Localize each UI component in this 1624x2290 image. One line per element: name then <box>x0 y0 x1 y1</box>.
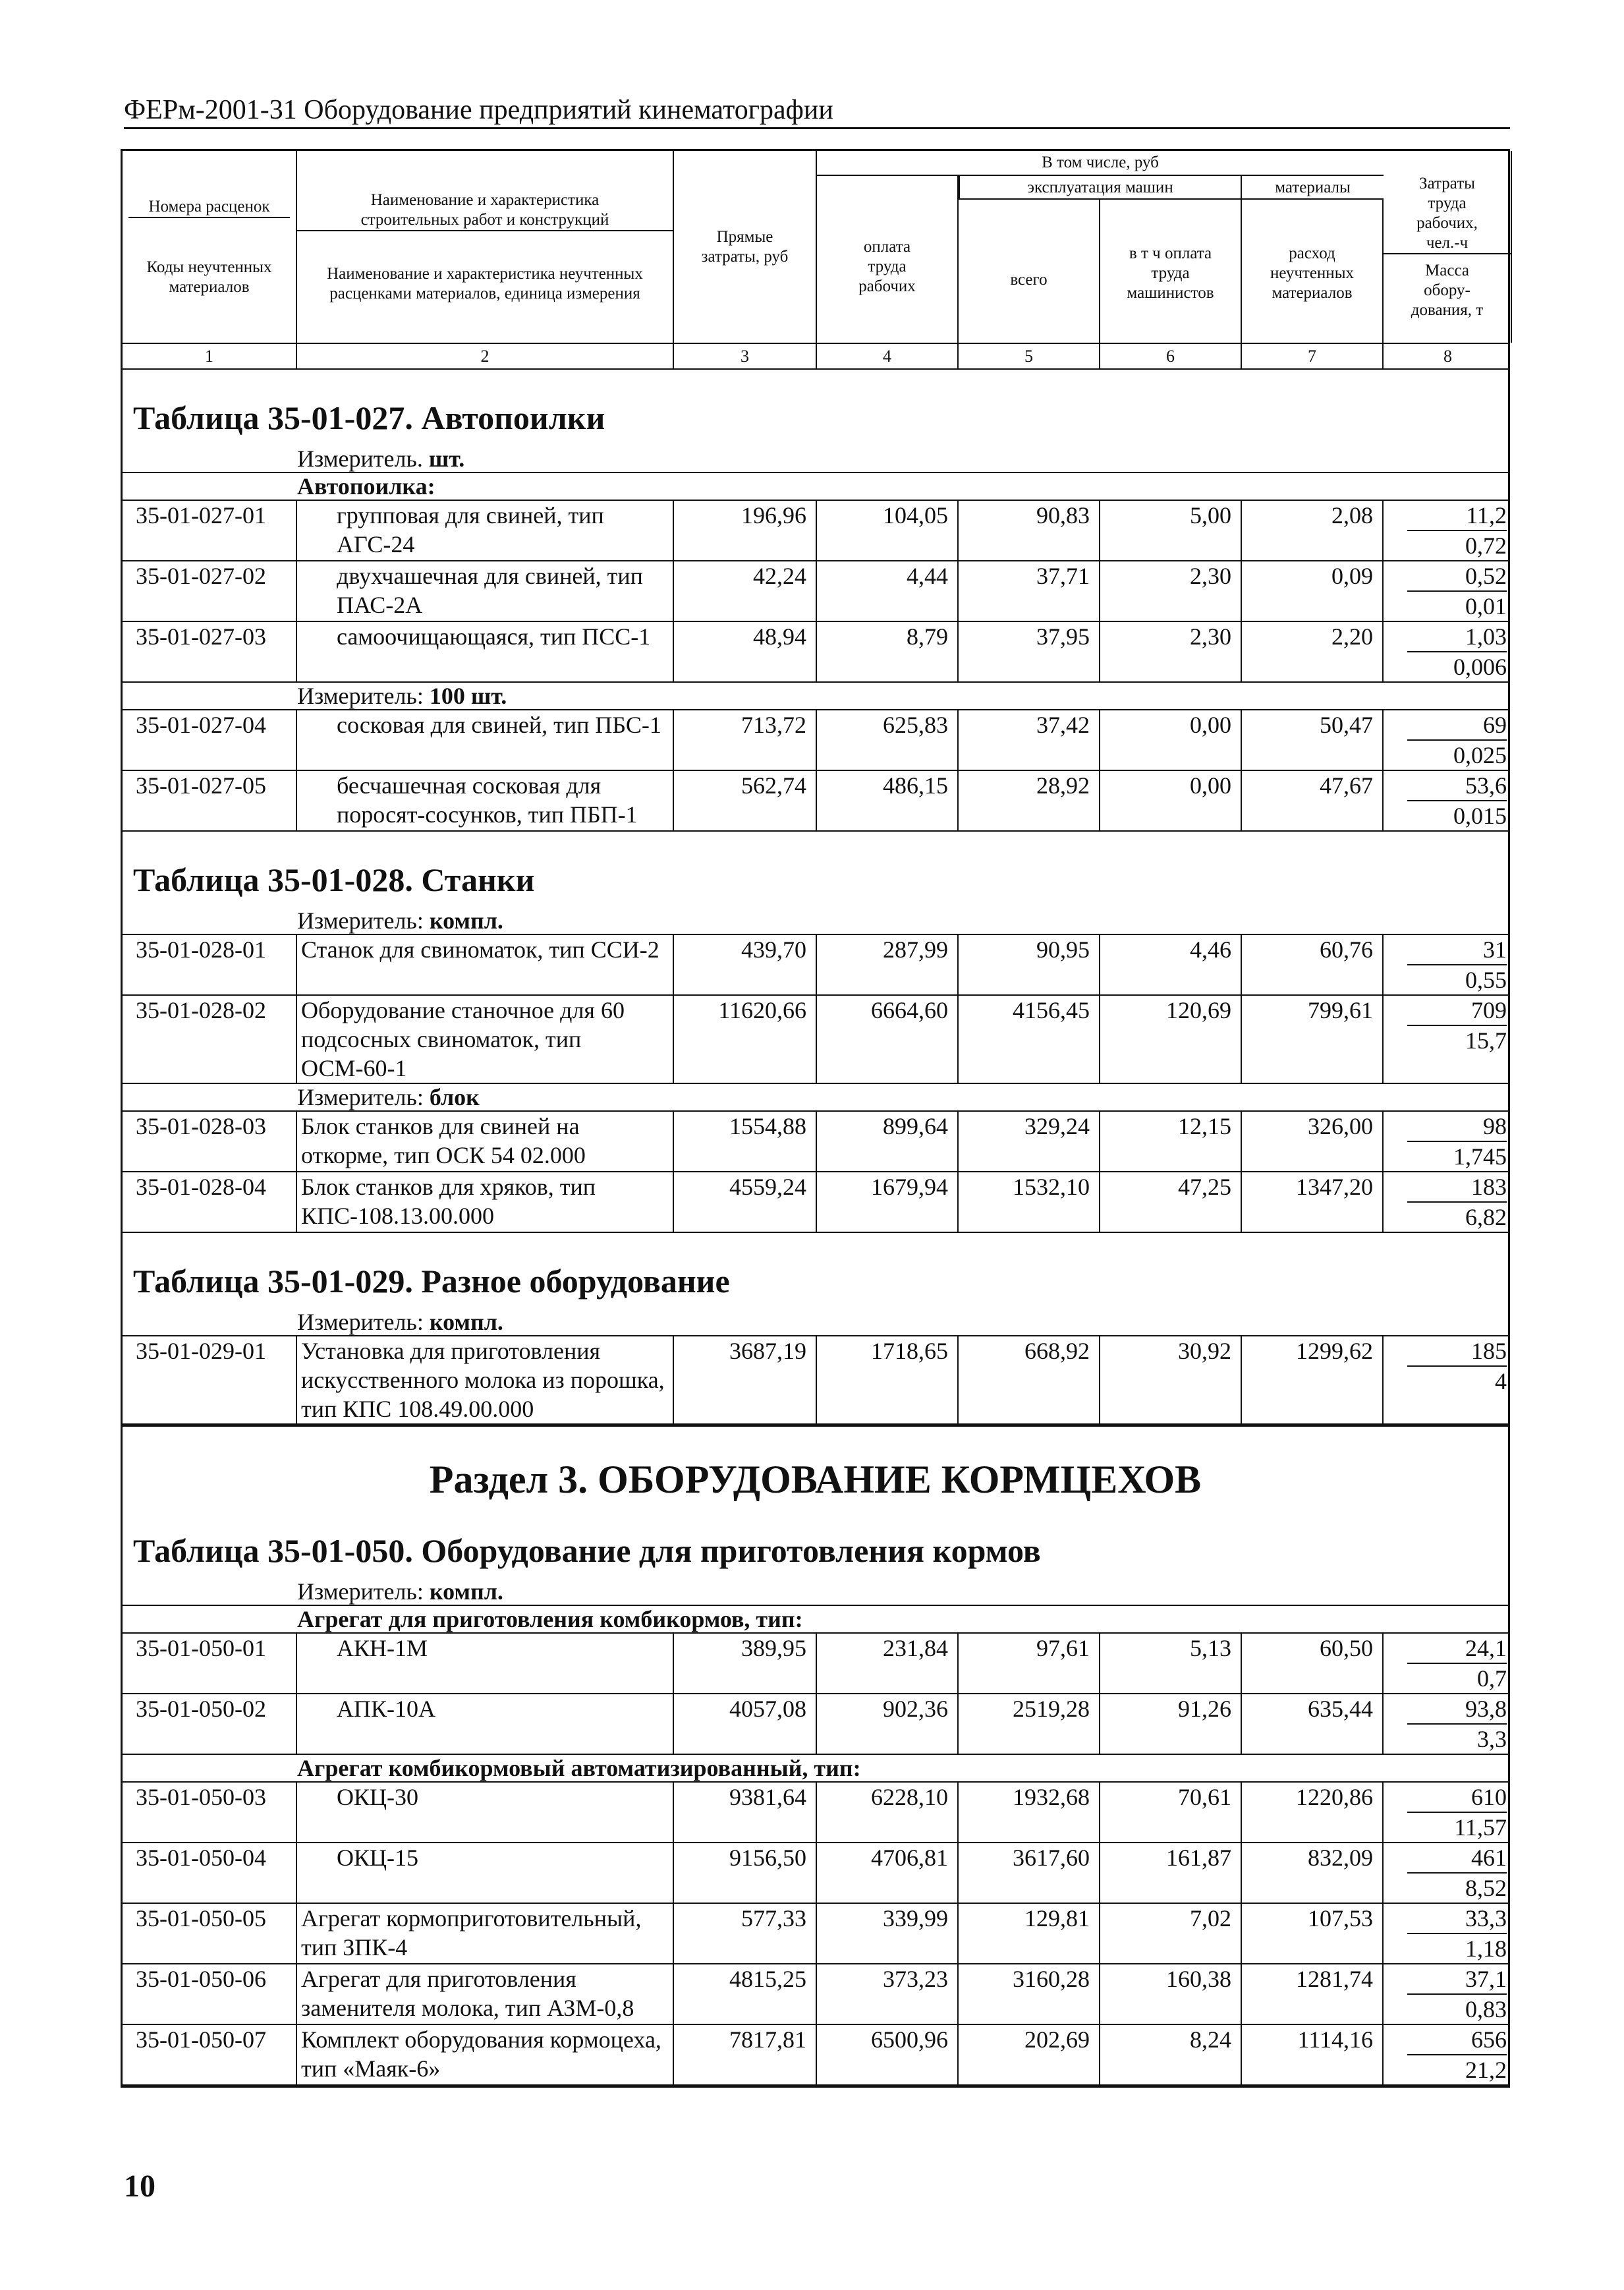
direct-cost: 11620,66 <box>674 996 817 1083</box>
labor-hours: 93,8 <box>1407 1694 1507 1725</box>
direct-cost: 4559,24 <box>674 1172 817 1232</box>
machinist-pay: 161,87 <box>1100 1843 1242 1903</box>
colnum: 5 <box>959 344 1100 368</box>
rate-code: 35-01-028-01 <box>123 935 297 994</box>
machinist-pay: 2,30 <box>1100 622 1242 681</box>
labor-and-mass <box>1384 1634 1512 1693</box>
labor-and-mass <box>1384 935 1512 994</box>
rate-code: 35-01-050-06 <box>123 1964 297 2024</box>
labor-pay: 6500,96 <box>817 2025 959 2084</box>
rate-code: 35-01-027-02 <box>123 561 297 621</box>
rate-name: Комплект оборудования кормоцеха, тип «Маяк-6» <box>297 2025 674 2084</box>
table-row <box>123 1172 1508 1233</box>
direct-cost: 562,74 <box>674 771 817 830</box>
table-row <box>123 1964 1508 2025</box>
table-row <box>123 1843 1508 1904</box>
labor-hours: 69 <box>1407 710 1507 741</box>
materials-cost: 60,76 <box>1242 935 1384 994</box>
labor-pay: 104,05 <box>817 501 959 560</box>
group-heading: Агрегат комбикормовый автоматизированный, тип: <box>123 1755 1508 1783</box>
measure-unit-line <box>123 1084 1508 1112</box>
colnum: 2 <box>297 344 674 368</box>
header-col2-top: Наименование и характеристика строительных работ и конструкций <box>297 190 673 231</box>
rate-code: 35-01-027-04 <box>123 710 297 770</box>
equipment-mass: 11,57 <box>1454 1814 1507 1841</box>
measure-unit: компл. <box>429 907 503 934</box>
group-heading: Автопоилка: <box>123 473 1508 501</box>
labor-pay: 4,44 <box>817 561 959 621</box>
table-title: Таблица 35-01-050. Оборудование для приготовления кормов <box>133 1532 1041 1569</box>
equipment-mass: 0,025 <box>1453 742 1507 768</box>
labor-pay: 287,99 <box>817 935 959 994</box>
rate-name: Агрегат кормоприготовительный, тип ЗПК-4 <box>297 1904 674 1963</box>
labor-pay: 899,64 <box>817 1112 959 1171</box>
labor-hours: 33,3 <box>1407 1904 1507 1934</box>
colnum: 3 <box>674 344 817 368</box>
equipment-mass: 0,72 <box>1465 532 1507 559</box>
machine-total: 129,81 <box>959 1904 1100 1963</box>
rate-code: 35-01-050-02 <box>123 1694 297 1754</box>
table-row <box>123 771 1508 832</box>
measure-label: Измеритель: <box>297 907 430 934</box>
labor-and-mass <box>1384 1336 1512 1423</box>
equipment-mass: 21,2 <box>1465 2057 1507 2083</box>
labor-and-mass <box>1384 1904 1512 1963</box>
table4-container <box>123 1503 1508 2086</box>
section-title: Раздел 3. ОБОРУДОВАНИЕ КОРМЦЕХОВ <box>123 1425 1508 1503</box>
header-group-in-total <box>817 151 1384 176</box>
header-col-labor-mass <box>1384 151 1512 343</box>
direct-cost: 1554,88 <box>674 1112 817 1171</box>
direct-cost: 4815,25 <box>674 1964 817 2024</box>
equipment-mass: 4 <box>1495 1368 1507 1394</box>
machinist-pay: 7,02 <box>1100 1904 1242 1963</box>
machinist-pay: 120,69 <box>1100 996 1242 1083</box>
labor-pay: 231,84 <box>817 1634 959 1693</box>
measure-unit: компл. <box>429 1578 503 1605</box>
rate-code: 35-01-027-05 <box>123 771 297 830</box>
machine-total: 329,24 <box>959 1112 1100 1171</box>
header-sub-mat <box>1242 176 1384 200</box>
labor-pay: 486,15 <box>817 771 959 830</box>
machine-total: 37,95 <box>959 622 1100 681</box>
measure-unit: 100 шт. <box>429 683 507 709</box>
equipment-mass: 1,745 <box>1453 1143 1507 1170</box>
header-col1-top: Номера расценок <box>128 197 289 218</box>
machinist-pay: 160,38 <box>1100 1964 1242 2024</box>
rate-name: Установка для приготовления искусственного молока из порошка, тип КПС 108.49.00.000 <box>297 1336 674 1423</box>
header-col7: расход неучтенных материалов <box>1270 244 1354 302</box>
equipment-mass: 0,01 <box>1465 593 1507 619</box>
table-title: Таблица 35-01-028. Станки <box>133 861 535 898</box>
machinist-pay: 5,13 <box>1100 1634 1242 1693</box>
labor-hours: 183 <box>1407 1172 1507 1203</box>
materials-cost: 799,61 <box>1242 996 1384 1083</box>
table-row <box>123 1336 1508 1425</box>
table-title: Таблица 35-01-027. Автопоилки <box>133 399 605 436</box>
header-col6: в т ч оплата труда машинистов <box>1127 244 1214 302</box>
rate-code: 35-01-050-07 <box>123 2025 297 2084</box>
header-col-direct <box>674 151 817 343</box>
materials-cost: 0,09 <box>1242 561 1384 621</box>
machinist-pay: 70,61 <box>1100 1783 1242 1842</box>
rate-name: Блок станков для свиней на откорме, тип ОСК 54 02.000 <box>297 1112 674 1171</box>
direct-cost: 577,33 <box>674 1904 817 1963</box>
materials-cost: 50,47 <box>1242 710 1384 770</box>
labor-and-mass <box>1384 501 1512 560</box>
materials-cost: 60,50 <box>1242 1634 1384 1693</box>
measure-unit-line <box>123 683 1508 710</box>
machine-total: 28,92 <box>959 771 1100 830</box>
rate-code: 35-01-028-02 <box>123 996 297 1083</box>
header-col2-bottom: Наименование и характеристика неучтенных расценками материалов, единица измерения <box>327 264 643 302</box>
header-col5: всего <box>1010 271 1048 289</box>
machine-total: 1532,10 <box>959 1172 1100 1232</box>
rate-code: 35-01-029-01 <box>123 1336 297 1423</box>
measure-unit-line <box>123 445 1508 473</box>
colnum: 1 <box>123 344 297 368</box>
table-row <box>123 996 1508 1084</box>
header-col3: Прямые затраты, руб <box>701 227 789 266</box>
machinist-pay: 8,24 <box>1100 2025 1242 2084</box>
labor-and-mass <box>1384 2025 1512 2084</box>
labor-pay: 902,36 <box>817 1694 959 1754</box>
table-row <box>123 1904 1508 1964</box>
equipment-mass: 0,015 <box>1453 803 1507 829</box>
labor-hours: 53,6 <box>1407 771 1507 801</box>
column-numbers <box>123 344 1508 370</box>
table-row <box>123 1112 1508 1172</box>
direct-cost: 713,72 <box>674 710 817 770</box>
rate-name: групповая для свиней, тип АГС-24 <box>297 501 674 560</box>
table-title: Таблица 35-01-029. Разное оборудование <box>133 1263 730 1300</box>
group-heading: Агрегат для приготовления комбикормов, тип: <box>123 1606 1508 1634</box>
direct-cost: 48,94 <box>674 622 817 681</box>
materials-cost: 47,67 <box>1242 771 1384 830</box>
measure-label: Измеритель: <box>297 1309 430 1335</box>
page-number: 10 <box>124 2169 155 2204</box>
rate-code: 35-01-050-03 <box>123 1783 297 1842</box>
header-col8-top: Затраты труда рабочих, чел.-ч <box>1384 174 1511 254</box>
labor-pay: 373,23 <box>817 1964 959 2024</box>
machine-total: 3160,28 <box>959 1964 1100 2024</box>
machinist-pay: 30,92 <box>1100 1336 1242 1423</box>
equipment-mass: 0,55 <box>1465 967 1507 993</box>
labor-hours: 610 <box>1407 1783 1507 1813</box>
table-row <box>123 1783 1508 1843</box>
machine-total: 4156,45 <box>959 996 1100 1083</box>
table-row <box>123 935 1508 996</box>
machinist-pay: 0,00 <box>1100 771 1242 830</box>
labor-hours: 37,1 <box>1407 1964 1507 1995</box>
labor-hours: 656 <box>1407 2025 1507 2055</box>
materials-cost: 107,53 <box>1242 1904 1384 1963</box>
labor-hours: 709 <box>1407 996 1507 1026</box>
table-row <box>123 622 1508 683</box>
header-col-names <box>297 151 674 343</box>
rate-code: 35-01-027-03 <box>123 622 297 681</box>
machinist-pay: 47,25 <box>1100 1172 1242 1232</box>
header-col-codes <box>123 151 297 343</box>
equipment-mass: 6,82 <box>1465 1204 1507 1230</box>
equipment-mass: 0,83 <box>1465 1996 1507 2022</box>
labor-and-mass <box>1384 1843 1512 1903</box>
measure-label: Измеритель: <box>297 1084 430 1110</box>
direct-cost: 7817,81 <box>674 2025 817 2084</box>
document-header: ФЕРм-2001-31 Оборудование предприятий кинематографии <box>124 94 1510 129</box>
rate-name: Станок для свиноматок, тип ССИ-2 <box>297 935 674 994</box>
direct-cost: 42,24 <box>674 561 817 621</box>
equipment-mass: 0,006 <box>1453 654 1507 680</box>
rate-code: 35-01-027-01 <box>123 501 297 560</box>
header-sub-mat-label: материалы <box>1275 179 1351 196</box>
direct-cost: 389,95 <box>674 1634 817 1693</box>
direct-cost: 439,70 <box>674 935 817 994</box>
rate-name: Блок станков для хряков, тип КПС-108.13.00.000 <box>297 1172 674 1232</box>
equipment-mass: 3,3 <box>1477 1726 1507 1752</box>
machine-total: 668,92 <box>959 1336 1100 1423</box>
machinist-pay: 91,26 <box>1100 1694 1242 1754</box>
machine-total: 90,95 <box>959 935 1100 994</box>
table-row <box>123 1634 1508 1694</box>
table-row <box>123 2025 1508 2086</box>
header-col1-bottom: Коды неучтенных материалов <box>146 258 272 296</box>
rate-name: АКН-1М <box>297 1634 674 1693</box>
labor-hours: 0,52 <box>1407 561 1507 592</box>
labor-hours: 1,03 <box>1407 622 1507 652</box>
materials-cost: 832,09 <box>1242 1843 1384 1903</box>
materials-cost: 1299,62 <box>1242 1336 1384 1423</box>
price-table <box>123 370 1508 832</box>
materials-cost: 2,08 <box>1242 501 1384 560</box>
table-row <box>123 501 1508 561</box>
measure-unit-line <box>123 1309 1508 1336</box>
machine-total: 3617,60 <box>959 1843 1100 1903</box>
rate-name: сосковая для свиней, тип ПБС-1 <box>297 710 674 770</box>
rate-name: ОКЦ-30 <box>297 1783 674 1842</box>
labor-and-mass <box>1384 1783 1512 1842</box>
header-group-label: В том числе, руб <box>1042 154 1159 171</box>
labor-hours: 185 <box>1407 1336 1507 1367</box>
machinist-pay: 5,00 <box>1100 501 1242 560</box>
table-row <box>123 1694 1508 1755</box>
table-row <box>123 561 1508 622</box>
rate-name: ОКЦ-15 <box>297 1843 674 1903</box>
labor-hours: 24,1 <box>1407 1634 1507 1664</box>
measure-label: Измеритель: <box>297 683 430 709</box>
rate-name: самоочищающаяся, тип ПСС-1 <box>297 622 674 681</box>
machine-total: 2519,28 <box>959 1694 1100 1754</box>
materials-cost: 1220,86 <box>1242 1783 1384 1842</box>
materials-cost: 2,20 <box>1242 622 1384 681</box>
labor-pay: 339,99 <box>817 1904 959 1963</box>
machine-total: 202,69 <box>959 2025 1100 2084</box>
equipment-mass: 8,52 <box>1465 1875 1507 1901</box>
rate-name: бесчашечная сосковая для поросят-сосунков, тип ПБП-1 <box>297 771 674 830</box>
rate-name: Оборудование станочное для 60 подсосных свиноматок, тип ОСМ-60-1 <box>297 996 674 1083</box>
machinist-pay: 2,30 <box>1100 561 1242 621</box>
machinist-pay: 4,46 <box>1100 935 1242 994</box>
measure-unit: компл. <box>429 1309 503 1335</box>
colnum: 6 <box>1100 344 1242 368</box>
labor-and-mass <box>1384 561 1512 621</box>
labor-hours: 31 <box>1407 935 1507 965</box>
rate-name: Агрегат для приготовления заменителя молока, тип АЗМ-0,8 <box>297 1964 674 2024</box>
tables-container <box>123 370 1508 1425</box>
price-table <box>123 1233 1508 1425</box>
measure-unit-line <box>123 907 1508 935</box>
table-row <box>123 710 1508 771</box>
labor-and-mass <box>1384 771 1512 830</box>
measure-unit-line <box>123 1578 1508 1606</box>
direct-cost: 9381,64 <box>674 1783 817 1842</box>
materials-cost: 1114,16 <box>1242 2025 1384 2084</box>
rate-code: 35-01-028-03 <box>123 1112 297 1171</box>
colnum: 8 <box>1443 347 1452 366</box>
equipment-mass: 1,18 <box>1465 1935 1507 1962</box>
machine-total: 90,83 <box>959 501 1100 560</box>
labor-pay: 6664,60 <box>817 996 959 1083</box>
rates-table <box>121 149 1510 2088</box>
rate-code: 35-01-050-04 <box>123 1843 297 1903</box>
materials-cost: 1347,20 <box>1242 1172 1384 1232</box>
header-sub-mach-label: эксплуатация машин <box>1027 179 1173 196</box>
labor-and-mass <box>1384 1172 1512 1232</box>
header-col-labor <box>817 151 959 343</box>
labor-pay: 1679,94 <box>817 1172 959 1232</box>
header-col4: оплата труда рабочих <box>858 238 916 295</box>
labor-and-mass <box>1384 622 1512 681</box>
colnum: 7 <box>1242 344 1384 368</box>
direct-cost: 4057,08 <box>674 1694 817 1754</box>
labor-hours: 461 <box>1407 1843 1507 1874</box>
labor-pay: 1718,65 <box>817 1336 959 1423</box>
measure-unit: шт. <box>428 445 465 472</box>
labor-pay: 6228,10 <box>817 1783 959 1842</box>
equipment-mass: 0,7 <box>1477 1665 1507 1692</box>
machinist-pay: 0,00 <box>1100 710 1242 770</box>
direct-cost: 196,96 <box>674 501 817 560</box>
machinist-pay: 12,15 <box>1100 1112 1242 1171</box>
measure-unit: блок <box>429 1084 480 1110</box>
machine-total: 37,71 <box>959 561 1100 621</box>
rate-name: двухчашечная для свиней, тип ПАС-2А <box>297 561 674 621</box>
machine-total: 1932,68 <box>959 1783 1100 1842</box>
equipment-mass: 15,7 <box>1465 1027 1507 1054</box>
materials-cost: 326,00 <box>1242 1112 1384 1171</box>
labor-and-mass <box>1384 1694 1512 1754</box>
direct-cost: 3687,19 <box>674 1336 817 1423</box>
colnum: 4 <box>817 344 959 368</box>
table-header <box>123 151 1508 344</box>
rate-name: АПК-10А <box>297 1694 674 1754</box>
direct-cost: 9156,50 <box>674 1843 817 1903</box>
labor-and-mass <box>1384 710 1512 770</box>
materials-cost: 1281,74 <box>1242 1964 1384 2024</box>
materials-cost: 635,44 <box>1242 1694 1384 1754</box>
machine-total: 37,42 <box>959 710 1100 770</box>
measure-label: Измеритель. <box>297 445 429 472</box>
labor-and-mass <box>1384 996 1512 1083</box>
rate-code: 35-01-050-05 <box>123 1904 297 1963</box>
labor-hours: 98 <box>1407 1112 1507 1142</box>
labor-and-mass <box>1384 1112 1512 1171</box>
labor-pay: 4706,81 <box>817 1843 959 1903</box>
labor-hours: 11,2 <box>1407 501 1507 531</box>
price-table <box>123 832 1508 1233</box>
machine-total: 97,61 <box>959 1634 1100 1693</box>
labor-pay: 8,79 <box>817 622 959 681</box>
rate-code: 35-01-050-01 <box>123 1634 297 1693</box>
rate-code: 35-01-028-04 <box>123 1172 297 1232</box>
labor-pay: 625,83 <box>817 710 959 770</box>
header-col8-bottom: Масса обору-дования, т <box>1411 261 1484 319</box>
header-sub-mach <box>959 176 1242 200</box>
measure-label: Измеритель: <box>297 1578 430 1605</box>
labor-and-mass <box>1384 1964 1512 2024</box>
